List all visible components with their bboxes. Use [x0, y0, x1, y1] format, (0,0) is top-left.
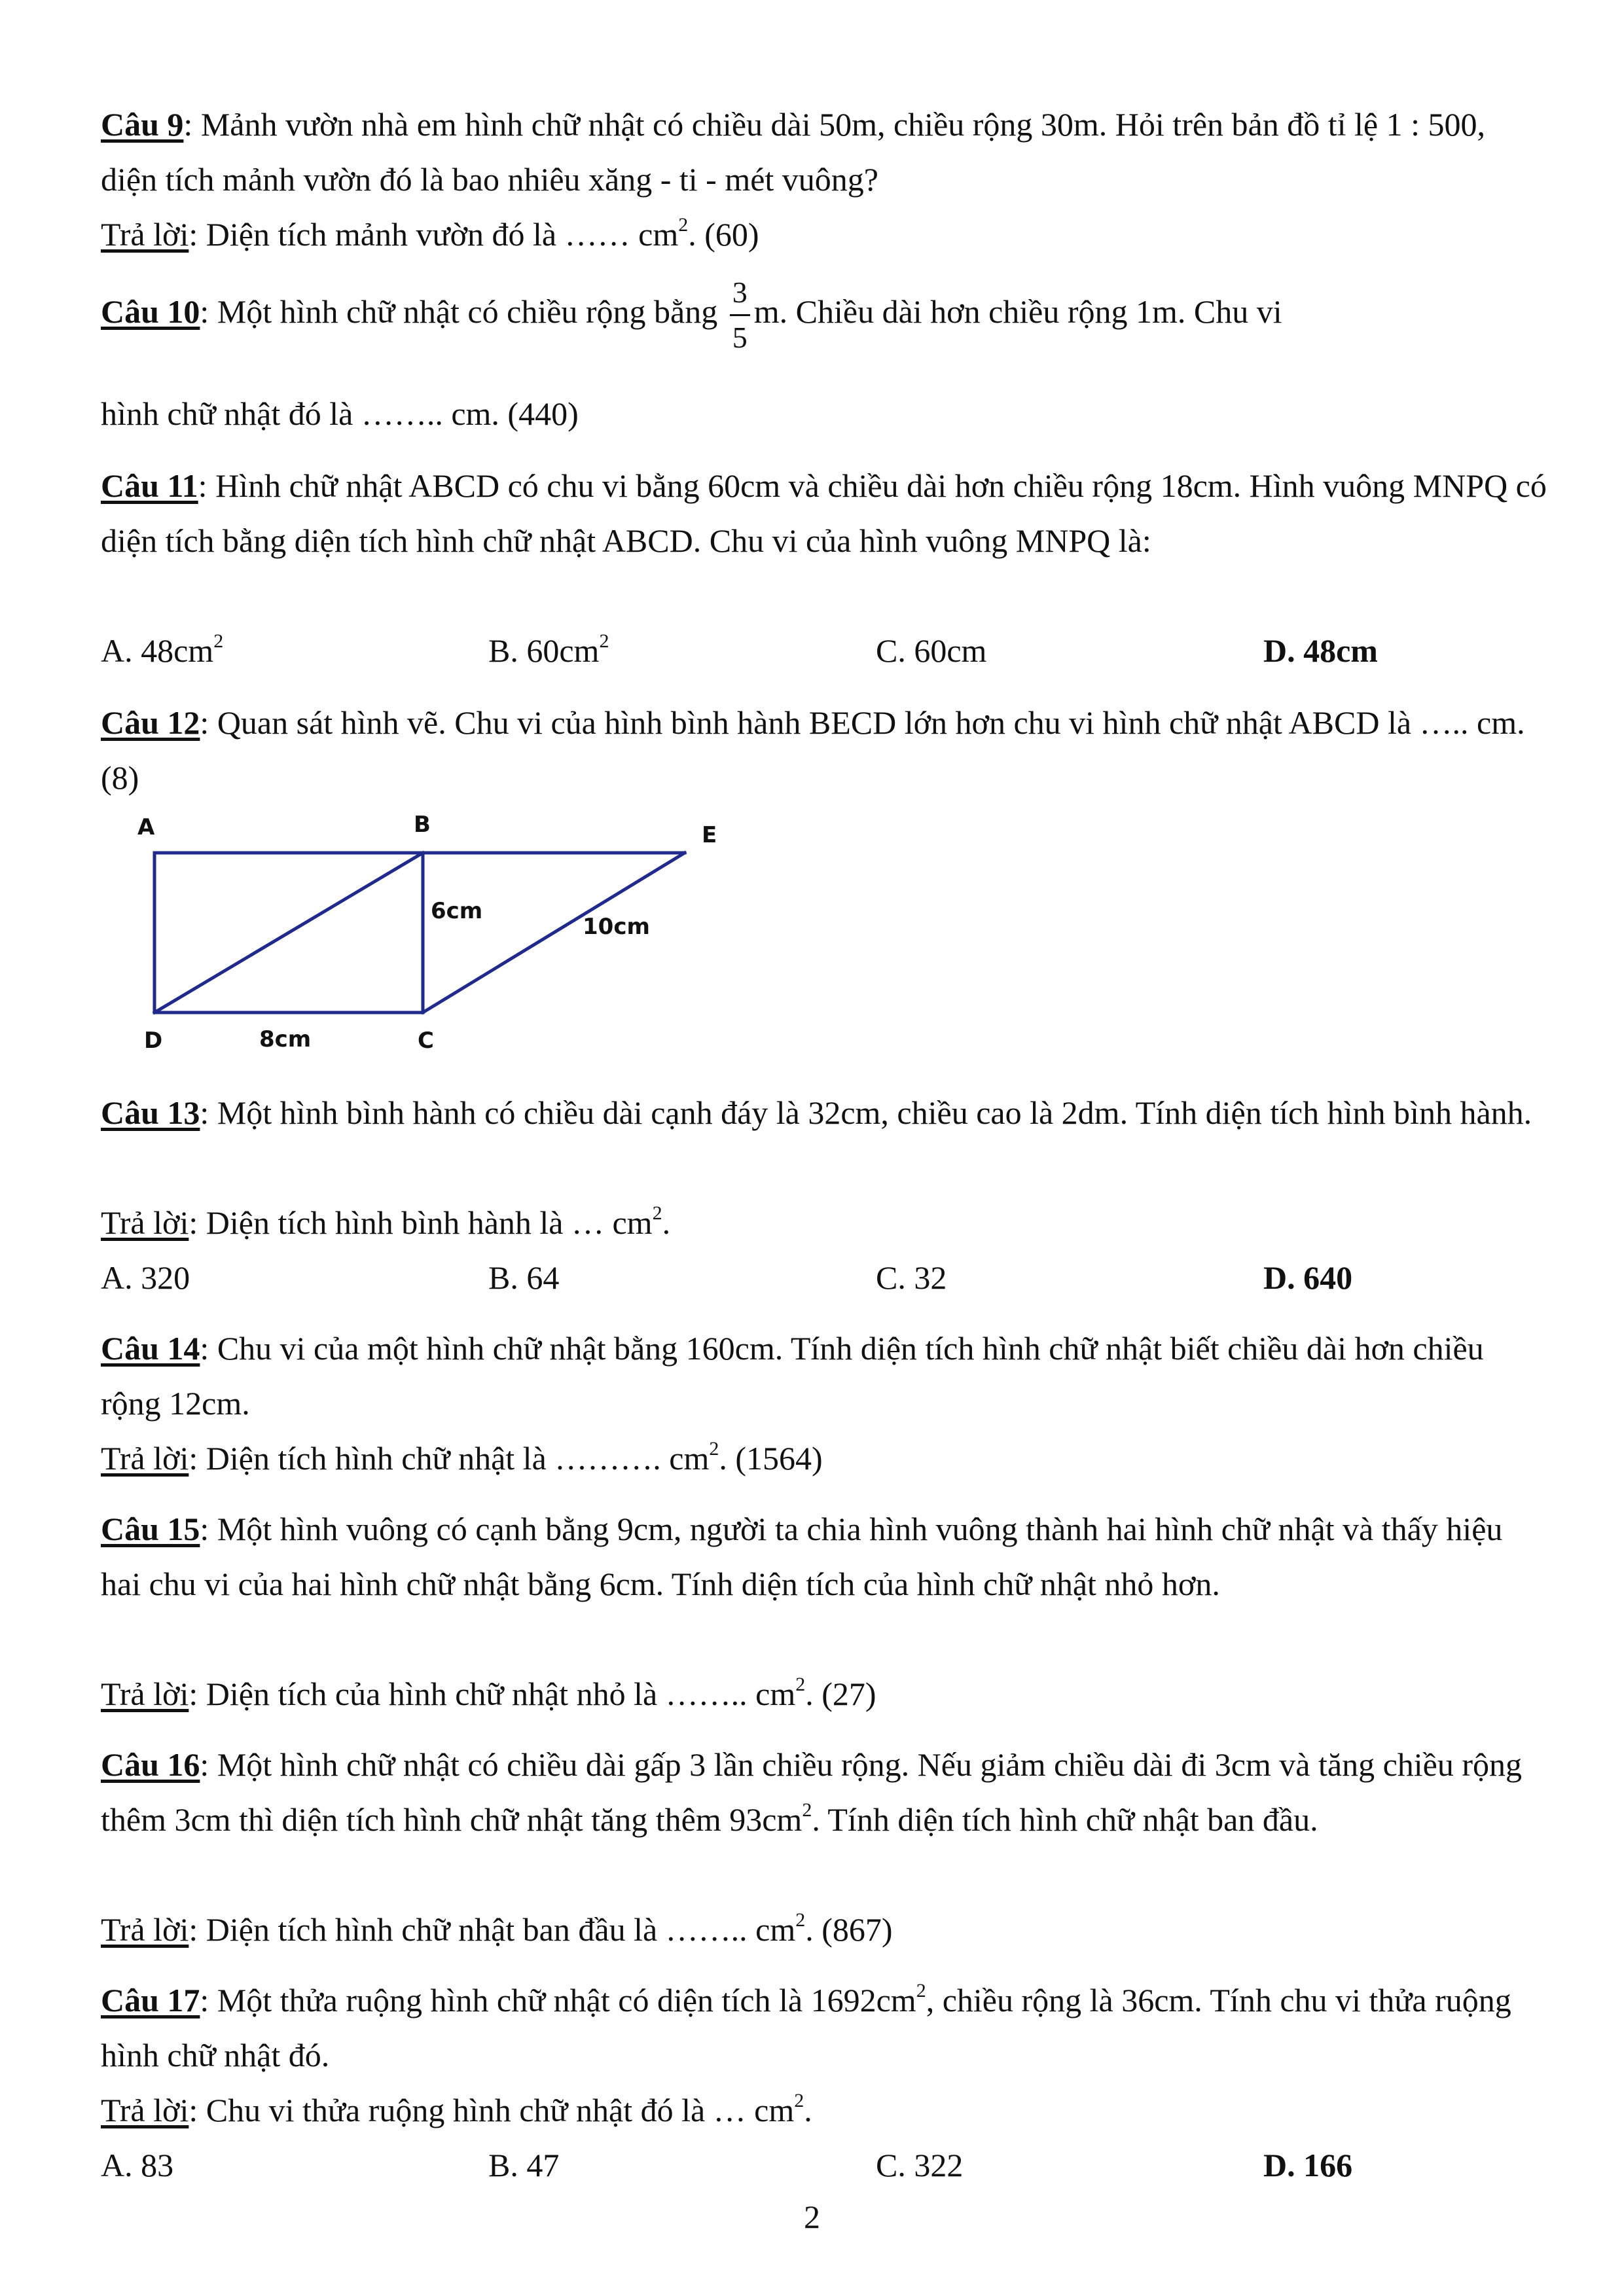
answer-text: : Diện tích của hình chữ nhật nhỏ là …….. cm: [189, 1676, 796, 1712]
question-label: Câu 15: [101, 1511, 200, 1547]
segment-db: [154, 853, 423, 1013]
option-text: D. 48cm: [1263, 632, 1378, 669]
answer-line-17: [101, 2083, 1547, 2138]
question-text: : Mảnh vườn nhà em hình chữ nhật có chiều dài 50m, chiều rộng 30m. Hỏi trên bản đồ tỉ lệ 1 : 500, diện tích mảnh vườn đó là bao nhiêu xăng - ti - mét vuông?: [101, 106, 1485, 198]
answer-label: Trả lời: [101, 1440, 189, 1477]
option-b[interactable]: [488, 1250, 559, 1305]
option-text: A. 83: [101, 2147, 174, 2183]
answer-line-13: [101, 1195, 1547, 1250]
question-text: : Một thửa ruộng hình chữ nhật có diện tích là 1692cm: [200, 1982, 916, 2018]
vertex-label-c: C: [418, 1028, 434, 1054]
option-text: C. 60cm: [876, 632, 987, 669]
answer-text: : Diện tích hình bình hành là … cm: [189, 1204, 653, 1241]
option-text: A. 320: [101, 1259, 190, 1296]
option-d-correct[interactable]: [1263, 623, 1378, 678]
question-label: Câu 10: [101, 293, 200, 330]
question-14: [101, 1321, 1547, 1431]
superscript: 2: [213, 630, 224, 652]
fraction: [730, 278, 750, 353]
option-b[interactable]: [488, 623, 609, 678]
answer-tail: . (60): [688, 216, 759, 253]
answer-tail: .: [804, 2092, 812, 2128]
question-text-continued: m. Chiều dài hơn chiều rộng 1m. Chu vi: [753, 293, 1282, 330]
question-text-continued: , chiều rộng là 36cm. Tính chu vi thửa ruộng hình chữ nhật đó.: [101, 1982, 1511, 2073]
option-c[interactable]: [876, 623, 986, 678]
option-text: D. 640: [1263, 1259, 1353, 1296]
option-a[interactable]: [101, 623, 223, 678]
superscript: 2: [802, 1799, 812, 1821]
vertex-label-d: D: [144, 1028, 163, 1054]
question-text: : Một hình chữ nhật có chiều dài gấp 3 lần chiều rộng. Nếu giảm chiều dài đi 3cm và tăng chiều rộng thêm 3cm thì diện tích hình chữ nhật tăng thêm 93cm: [101, 1746, 1523, 1838]
option-text: D. 166: [1263, 2147, 1353, 2183]
option-text: B. 60cm: [488, 632, 600, 669]
superscript: 2: [916, 1980, 926, 2001]
superscript: 2: [678, 214, 689, 236]
superscript: 2: [795, 1909, 806, 1931]
answer-text: : Chu vi thửa ruộng hình chữ nhật đó là … cm: [189, 2092, 795, 2128]
answer-tail: . (867): [805, 1911, 893, 1948]
vertex-label-b: B: [414, 812, 431, 838]
answer-line-14: [101, 1431, 1547, 1486]
question-text-continued: . Tính diện tích hình chữ nhật ban đầu.: [812, 1801, 1318, 1838]
answer-line-16: [101, 1902, 1547, 1957]
option-d-correct[interactable]: [1263, 2138, 1352, 2193]
superscript: 2: [795, 1674, 806, 1695]
question-16: [101, 1737, 1547, 1847]
option-a[interactable]: [101, 1250, 190, 1305]
superscript: 2: [599, 630, 609, 652]
option-text: C. 32: [876, 1259, 947, 1296]
question-12: [101, 695, 1547, 805]
page-number: 2: [804, 2198, 820, 2235]
question-label: Câu 17: [101, 1982, 200, 2018]
question-9: [101, 97, 1547, 207]
question-label: Câu 9: [101, 106, 184, 143]
superscript: 2: [652, 1202, 662, 1224]
answer-tail: . (27): [805, 1676, 876, 1712]
length-label-ce: 10cm: [583, 914, 650, 940]
question-label: Câu 12: [101, 704, 200, 741]
question-10: [101, 278, 1547, 353]
option-c[interactable]: [876, 2138, 963, 2193]
figure-parallelogram: [131, 808, 753, 1064]
answer-text: : Diện tích mảnh vườn đó là …… cm: [189, 216, 679, 253]
option-text: A. 48cm: [101, 632, 214, 669]
fraction-denominator: 5: [732, 321, 748, 355]
option-text: B. 64: [488, 1259, 560, 1296]
question-10-line-2: [101, 386, 1547, 441]
question-text: : Một hình chữ nhật có chiều rộng bằng: [200, 293, 726, 330]
question-13: [101, 1085, 1547, 1140]
superscript: 2: [794, 2090, 804, 2111]
fraction-numerator: 3: [730, 278, 750, 316]
question-text: : Một hình vuông có cạnh bằng 9cm, người ta chia hình vuông thành hai hình chữ nhật và thấy hiệu hai chu vi của hai hình chữ nhật bằng 6cm. Tính diện tích của hình chữ nhật nhỏ hơn.: [101, 1511, 1503, 1602]
question-text: : Một hình bình hành có chiều dài cạnh đáy là 32cm, chiều cao là 2dm. Tính diện tích hình bình hành.: [200, 1094, 1532, 1131]
answer-label: Trả lời: [101, 1911, 189, 1948]
answer-text: : Diện tích hình chữ nhật ban đầu là …….. cm: [189, 1911, 796, 1948]
question-label: Câu 14: [101, 1330, 200, 1367]
answer-line-9: [101, 207, 1547, 262]
length-label-bc: 6cm: [431, 898, 483, 924]
answer-text: : Diện tích hình chữ nhật là ………. cm: [189, 1440, 710, 1477]
answer-label: Trả lời: [101, 1204, 189, 1241]
option-text: C. 322: [876, 2147, 964, 2183]
question-15: [101, 1501, 1547, 1611]
answer-label: Trả lời: [101, 1676, 189, 1712]
question-text: : Hình chữ nhật ABCD có chu vi bằng 60cm và chiều dài hơn chiều rộng 18cm. Hình vuông MNPQ có diện tích bằng diện tích hình chữ nhật ABCD. Chu vi của hình vuông MNPQ là:: [101, 467, 1547, 559]
option-d-correct[interactable]: [1263, 1250, 1352, 1305]
answer-label: Trả lời: [101, 216, 189, 253]
question-text: : Chu vi của một hình chữ nhật bằng 160cm. Tính diện tích hình chữ nhật biết chiều dài hơn chiều rộng 12cm.: [101, 1330, 1484, 1422]
option-c[interactable]: [876, 1250, 947, 1305]
vertex-label-a: A: [137, 814, 155, 840]
question-11: [101, 458, 1547, 568]
question-text: hình chữ nhật đó là …….. cm. (440): [101, 395, 579, 432]
option-text: B. 47: [488, 2147, 560, 2183]
question-label: Câu 11: [101, 467, 198, 504]
answer-tail: . (1564): [719, 1440, 823, 1477]
option-a[interactable]: [101, 2138, 173, 2193]
length-label-dc: 8cm: [259, 1026, 312, 1052]
answer-label: Trả lời: [101, 2092, 189, 2128]
superscript: 2: [709, 1438, 719, 1460]
answer-tail: .: [662, 1204, 671, 1241]
question-text: : Quan sát hình vẽ. Chu vi của hình bình hành BECD lớn hơn chu vi hình chữ nhật ABCD là ….. cm. (8): [101, 704, 1525, 796]
question-label: Câu 16: [101, 1746, 200, 1783]
vertex-label-e: E: [702, 822, 717, 848]
question-label: Câu 13: [101, 1094, 200, 1131]
answer-line-15: [101, 1666, 1547, 1721]
option-b[interactable]: [488, 2138, 559, 2193]
question-17: [101, 1973, 1547, 2083]
